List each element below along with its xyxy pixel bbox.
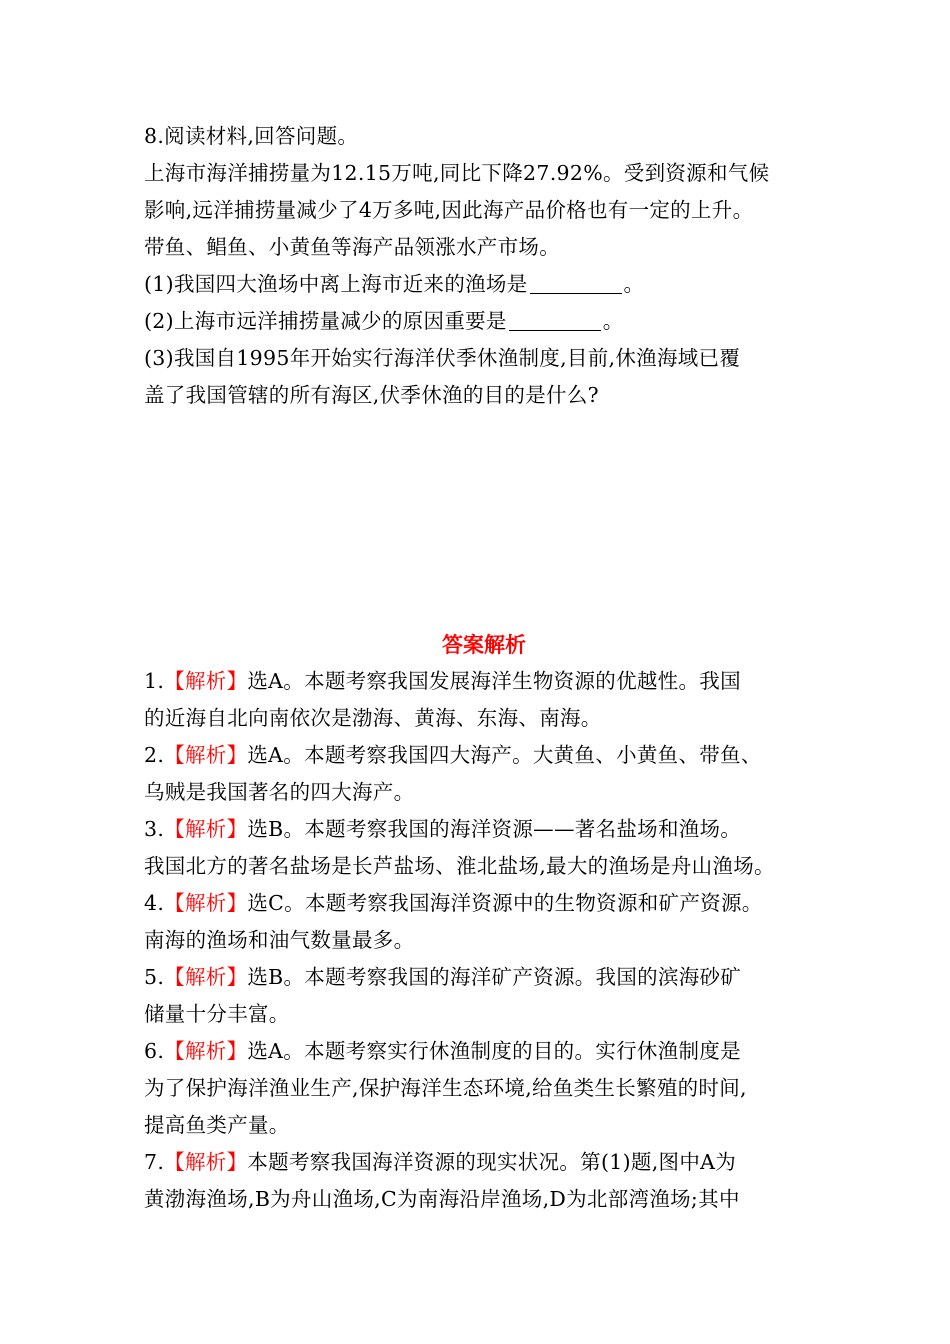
document-page bbox=[144, 118, 824, 1218]
analysis-tag: 【解析】 bbox=[164, 743, 248, 767]
answer-text: 选B。本题考察我国的海洋矿产资源。我国的滨海砂矿 bbox=[247, 965, 742, 989]
answer-continuation: 为了保护海洋渔业生产,保护海洋生态环境,给鱼类生长繁殖的时间, bbox=[144, 1076, 747, 1100]
answer-item-5 bbox=[144, 959, 824, 996]
analysis-tag: 【解析】 bbox=[164, 669, 248, 693]
answer-continuation: 我国北方的著名盐场是长芦盐场、淮北盐场,最大的渔场是舟山渔场。 bbox=[144, 854, 775, 878]
answers-title: 答案解析 bbox=[442, 632, 526, 657]
answer-number: 6. bbox=[144, 1039, 165, 1063]
question-8-1 bbox=[144, 266, 824, 303]
answer-item-7 bbox=[144, 1144, 824, 1181]
answer-item-2 bbox=[144, 737, 824, 774]
analysis-tag: 【解析】 bbox=[164, 965, 248, 989]
answer-continuation: 提高鱼类产量。 bbox=[144, 1113, 290, 1137]
answer-blank bbox=[509, 310, 601, 332]
answer-blank bbox=[530, 273, 622, 295]
answer-item-6 bbox=[144, 1033, 824, 1070]
answer-text: 选A。本题考察我国四大海产。大黄鱼、小黄鱼、带鱼、 bbox=[247, 743, 762, 767]
answer-item-4 bbox=[144, 885, 824, 922]
blank-space bbox=[144, 414, 824, 626]
question-8-1-text: (1)我国四大渔场中离上海市近来的渔场是 bbox=[144, 272, 528, 296]
answer-item-3 bbox=[144, 811, 824, 848]
answer-number: 7. bbox=[144, 1150, 165, 1174]
answer-text: 选B。本题考察我国的海洋资源——著名盐场和渔场。 bbox=[247, 817, 742, 841]
answer-item-1 bbox=[144, 663, 824, 700]
answer-number: 4. bbox=[144, 891, 165, 915]
answer-text: 本题考察我国海洋资源的现实状况。第(1)题,图中A为 bbox=[247, 1150, 737, 1174]
question-8-3-line-2: 盖了我国管辖的所有海区,伏季休渔的目的是什么? bbox=[144, 383, 599, 407]
answer-number: 3. bbox=[144, 817, 165, 841]
analysis-tag: 【解析】 bbox=[164, 817, 248, 841]
answer-continuation: 的近海自北向南依次是渤海、黄海、东海、南海。 bbox=[144, 706, 602, 730]
answer-number: 1. bbox=[144, 669, 165, 693]
analysis-tag: 【解析】 bbox=[164, 1039, 248, 1063]
question-8-3-line-1: (3)我国自1995年开始实行海洋伏季休渔制度,目前,休渔海域已覆 bbox=[144, 346, 741, 370]
question-8-1-end: 。 bbox=[623, 272, 645, 296]
material-line-3: 带鱼、鲳鱼、小黄鱼等海产品领涨水产市场。 bbox=[144, 235, 560, 259]
answer-continuation: 乌贼是我国著名的四大海产。 bbox=[144, 780, 415, 804]
answer-continuation: 南海的渔场和油气数量最多。 bbox=[144, 928, 415, 952]
answer-number: 5. bbox=[144, 965, 165, 989]
answer-text: 选A。本题考察我国发展海洋生物资源的优越性。我国 bbox=[247, 669, 741, 693]
material-line-2: 影响,远洋捕捞量减少了4万多吨,因此海产品价格也有一定的上升。 bbox=[144, 198, 754, 222]
material-line-1: 上海市海洋捕捞量为12.15万吨,同比下降27.92%。受到资源和气候 bbox=[144, 161, 770, 185]
answer-continuation: 储量十分丰富。 bbox=[144, 1002, 290, 1026]
answers-list bbox=[144, 663, 824, 1218]
analysis-tag: 【解析】 bbox=[164, 1150, 248, 1174]
question-8-2-text: (2)上海市远洋捕捞量减少的原因重要是 bbox=[144, 309, 507, 333]
analysis-tag: 【解析】 bbox=[164, 891, 248, 915]
answer-text: 选A。本题考察实行休渔制度的目的。实行休渔制度是 bbox=[247, 1039, 741, 1063]
question-8-2-end: 。 bbox=[602, 309, 624, 333]
answer-continuation: 黄渤海渔场,B为舟山渔场,C为南海沿岸渔场,D为北部湾渔场;其中 bbox=[144, 1187, 740, 1211]
answer-text: 选C。本题考察我国海洋资源中的生物资源和矿产资源。 bbox=[247, 891, 763, 915]
answer-number: 2. bbox=[144, 743, 165, 767]
question-8-heading: 8.阅读材料,回答问题。 bbox=[144, 124, 359, 148]
question-8-2 bbox=[144, 303, 824, 340]
